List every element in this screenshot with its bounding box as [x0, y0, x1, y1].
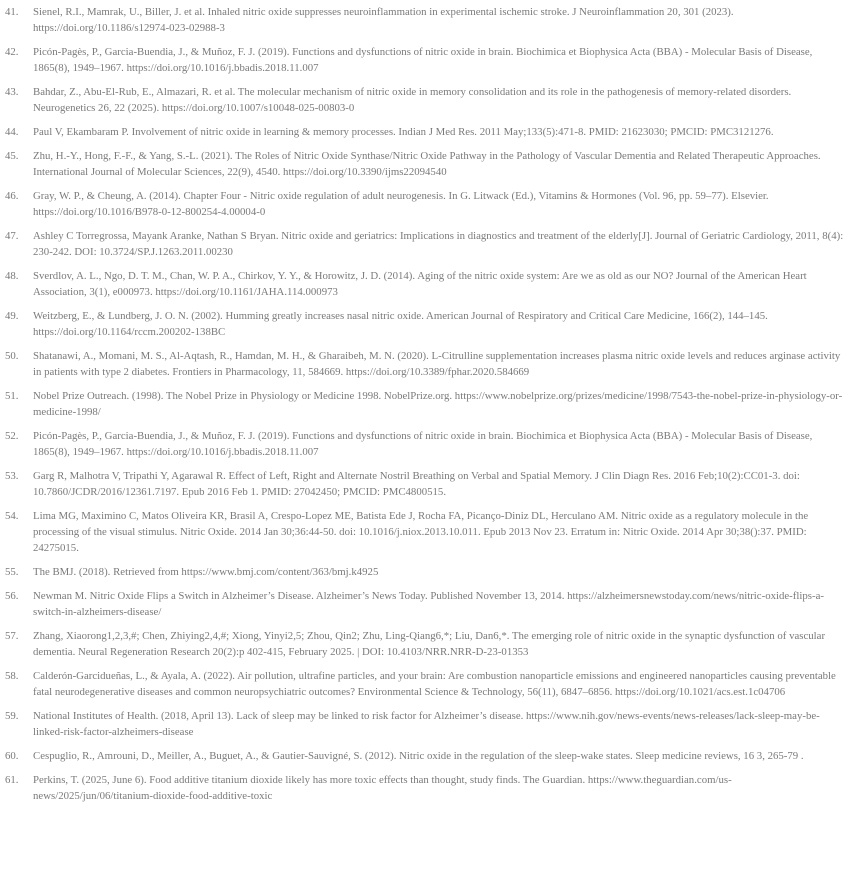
reference-item [0, 148, 848, 180]
reference-text: Lima MG, Maximino C, Matos Oliveira KR, Brasil A, Crespo-Lopez ME, Batista Ede J, Rocha FA, Picanço-Diniz DL, Herculano AM. Nitric oxide as a regulatory molecule in the processing of the visual stimulus. Nitric Oxide. 2014 Jan 30;36:44-50. doi: 10.1016/j.niox.2013.10.011. Epub 2013 Nov 23. Erratum in: Nitric Oxide. 2014 Apr 30;38():37. PMID: 24275015. [33, 510, 809, 554]
reference-item [0, 84, 848, 116]
reference-text: Gray, W. P., & Cheung, A. (2014). Chapter Four - Nitric oxide regulation of adult neurogenesis. In G. Litwack (Ed.), Vitamins & Hormones (Vol. 96, pp. 59–77). Elsevier. https://doi.org/10.1016/B978-0-12-800254-4.00004-0 [33, 190, 769, 218]
reference-item [0, 388, 848, 420]
reference-text: Nobel Prize Outreach. (1998). The Nobel Prize in Physiology or Medicine 1998. NobelPrize.org. https://www.nobelprize.org/prizes/medicine/1998/7543-the-nobel-prize-in-physiology-or-medicine-1998/ [33, 390, 843, 418]
reference-number: 51. [5, 390, 19, 402]
reference-text: The BMJ. (2018). Retrieved from https://www.bmj.com/content/363/bmj.k4925 [33, 566, 379, 578]
reference-text: Sverdlov, A. L., Ngo, D. T. M., Chan, W. P. A., Chirkov, Y. Y., & Horowitz, J. D. (2014). Aging of the nitric oxide system: Are we as old as our NO? Journal of the American Heart Association, 3(1), e000973. https://doi.org/10.1161/JAHA.114.000973 [33, 270, 807, 298]
reference-number: 50. [5, 350, 19, 362]
reference-item [0, 308, 848, 340]
reference-text: Picón-Pagès, P., Garcia-Buendia, J., & Muñoz, F. J. (2019). Functions and dysfunctions of nitric oxide in brain. Biochimica et Biophysica Acta (BBA) - Molecular Basis of Disease, 1865(8), 1949–1967. https://doi.org/10.1016/j.bbadis.2018.11.007 [33, 430, 813, 458]
reference-text: Cespuglio, R., Amrouni, D., Meiller, A., Buguet, A., & Gautier-Sauvigné, S. (2012). Nitric oxide in the regulation of the sleep-wake states. Sleep medicine reviews, 16 3, 265-79 . [33, 750, 804, 762]
reference-item [0, 124, 848, 140]
reference-text: Calderón-Garcidueñas, L., & Ayala, A. (2022). Air pollution, ultrafine particles, and your brain: Are combustion nanoparticle emissions and engineered nanoparticles causing preventable fatal neurodegenerative diseases and common neuropsychiatric outcomes? Environmental Science & Technology, 56(11), 6847–6856. https://doi.org/10.1021/acs.est.1c04706 [33, 670, 836, 698]
reference-number: 56. [5, 590, 19, 602]
reference-text: National Institutes of Health. (2018, April 13). Lack of sleep may be linked to risk factor for Alzheimer’s disease. https://www.nih.gov/news-events/news-releases/lack-sleep-may-be-linked-risk-factor-alzheimers-disease [33, 710, 820, 738]
reference-text: Shatanawi, A., Momani, M. S., Al-Aqtash, R., Hamdan, M. H., & Gharaibeh, M. N. (2020). L-Citrulline supplementation increases plasma nitric oxide levels and reduces arginase activity in patients with type 2 diabetes. Frontiers in Pharmacology, 11, 584669. https://doi.org/10.3389/fphar.2020.584669 [33, 350, 841, 378]
reference-text: Bahdar, Z., Abu-El-Rub, E., Almazari, R. et al. The molecular mechanism of nitric oxide in memory consolidation and its role in the pathogenesis of memory-related disorders. Neurogenetics 26, 22 (2025). https://doi.org/10.1007/s10048-025-00803-0 [33, 86, 792, 114]
reference-item [0, 4, 848, 36]
reference-item [0, 668, 848, 700]
reference-number: 60. [5, 750, 19, 762]
reference-item [0, 44, 848, 76]
reference-text: Paul V, Ekambaram P. Involvement of nitric oxide in learning & memory processes. Indian J Med Res. 2011 May;133(5):471-8. PMID: 21623030; PMCID: PMC3121276. [33, 126, 774, 138]
reference-text: Newman M. Nitric Oxide Flips a Switch in Alzheimer’s Disease. Alzheimer’s News Today. Published November 13, 2014. https://alzheimersnewstoday.com/news/nitric-oxide-flips-a-switch-in-alzheimers-disease/ [33, 590, 824, 618]
reference-number: 55. [5, 566, 19, 578]
reference-number: 53. [5, 470, 19, 482]
reference-text: Weitzberg, E., & Lundberg, J. O. N. (2002). Humming greatly increases nasal nitric oxide. American Journal of Respiratory and Critical Care Medicine, 166(2), 144–145. https://doi.org/10.1164/rccm.200202-138BC [33, 310, 768, 338]
reference-item [0, 228, 848, 260]
reference-item [0, 188, 848, 220]
reference-item [0, 468, 848, 500]
reference-item [0, 348, 848, 380]
reference-number: 58. [5, 670, 19, 682]
reference-item [0, 564, 848, 580]
reference-text: Garg R, Malhotra V, Tripathi Y, Agarawal R. Effect of Left, Right and Alternate Nostril Breathing on Verbal and Spatial Memory. J Clin Diagn Res. 2016 Feb;10(2):CC01-3. doi: 10.7860/JCDR/2016/12361.7197. Epub 2016 Feb 1. PMID: 27042450; PMCID: PMC4800515. [33, 470, 800, 498]
reference-item [0, 748, 848, 764]
reference-number: 43. [5, 86, 19, 98]
reference-item [0, 588, 848, 620]
reference-item [0, 428, 848, 460]
reference-item [0, 628, 848, 660]
reference-number: 49. [5, 310, 19, 322]
reference-item [0, 772, 848, 804]
reference-number: 59. [5, 710, 19, 722]
reference-number: 52. [5, 430, 19, 442]
reference-number: 61. [5, 774, 19, 786]
reference-number: 48. [5, 270, 19, 282]
reference-number: 44. [5, 126, 19, 138]
reference-number: 42. [5, 46, 19, 58]
reference-text: Perkins, T. (2025, June 6). Food additive titanium dioxide likely has more toxic effects than thought, study finds. The Guardian. https://www.theguardian.com/us-news/2025/jun/06/titanium-dioxide-food-additive-toxic [33, 774, 732, 802]
reference-item [0, 508, 848, 556]
reference-item [0, 708, 848, 740]
reference-text: Zhu, H.-Y., Hong, F.-F., & Yang, S.-L. (2021). The Roles of Nitric Oxide Synthase/Nitric Oxide Pathway in the Pathology of Vascular Dementia and Related Therapeutic Approaches. International Journal of Molecular Sciences, 22(9), 4540. https://doi.org/10.3390/ijms22094540 [33, 150, 821, 178]
reference-number: 45. [5, 150, 19, 162]
reference-text: Ashley C Torregrossa, Mayank Aranke, Nathan S Bryan. Nitric oxide and geriatrics: Implications in diagnostics and treatment of the elderly[J]. Journal of Geriatric Cardiology, 2011, 8(4): 230-242. DOI: 10.3724/SP.J.1263.2011.00230 [33, 230, 844, 258]
reference-item [0, 268, 848, 300]
reference-number: 57. [5, 630, 19, 642]
reference-number: 46. [5, 190, 19, 202]
reference-number: 47. [5, 230, 19, 242]
reference-text: Sienel, R.I., Mamrak, U., Biller, J. et al. Inhaled nitric oxide suppresses neuroinflammation in experimental ischemic stroke. J Neuroinflammation 20, 301 (2023). https://doi.org/10.1186/s12974-023-02988-3 [33, 6, 734, 34]
reference-text: Picón-Pagès, P., Garcia-Buendia, J., & Muñoz, F. J. (2019). Functions and dysfunctions of nitric oxide in brain. Biochimica et Biophysica Acta (BBA) - Molecular Basis of Disease, 1865(8), 1949–1967. https://doi.org/10.1016/j.bbadis.2018.11.007 [33, 46, 813, 74]
reference-text: Zhang, Xiaorong1,2,3,#; Chen, Zhiying2,4,#; Xiong, Yinyi2,5; Zhou, Qin2; Zhu, Ling-Qiang6,*; Liu, Dan6,*. The emerging role of nitric oxide in the synaptic dysfunction of vascular dementia. Neural Regeneration Research 20(2):p 402-415, February 2025. | DOI: 10.4103/NRR.NRR-D-23-01353 [33, 630, 826, 658]
reference-number: 54. [5, 510, 19, 522]
reference-number: 41. [5, 6, 19, 18]
